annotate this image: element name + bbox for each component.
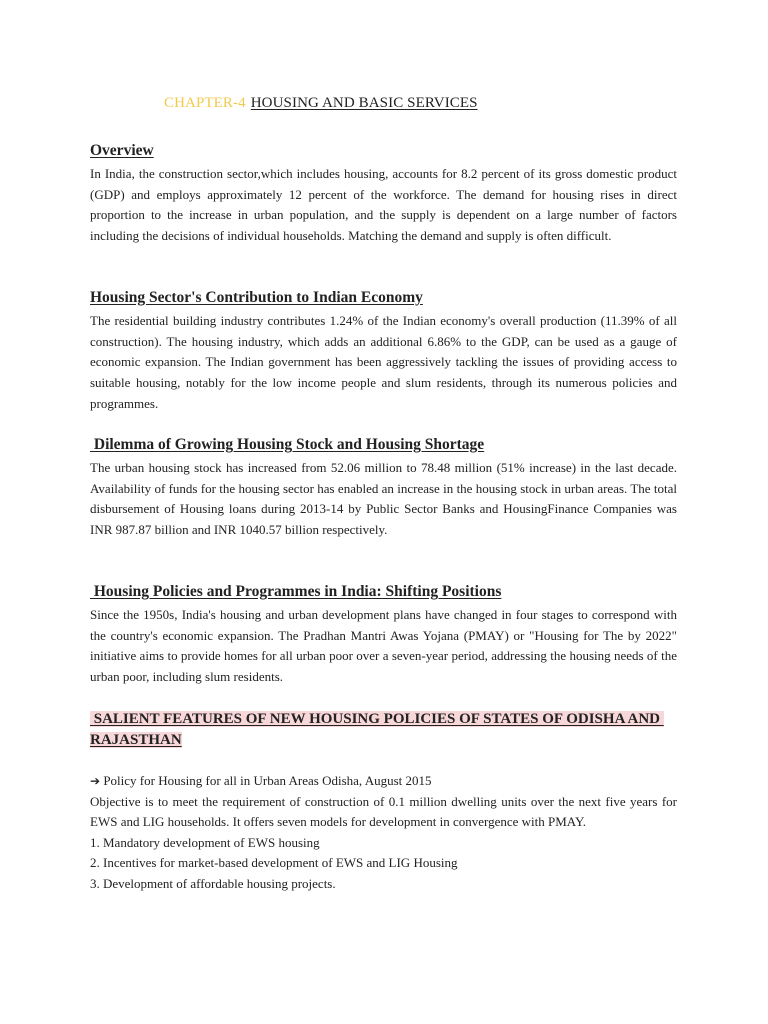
chapter-title xyxy=(164,95,478,112)
salient-heading xyxy=(90,709,677,751)
dilemma-section xyxy=(90,436,677,541)
odisha-policy-title: Policy for Housing for all in Urban Areas Odisha, August 2015 xyxy=(100,773,432,788)
overview-heading: Overview xyxy=(90,142,154,159)
chapter-label: CHAPTER-4 xyxy=(164,95,246,111)
salient-section xyxy=(90,709,677,751)
odisha-section xyxy=(90,771,677,894)
overview-section xyxy=(90,142,677,247)
dilemma-heading: Dilemma of Growing Housing Stock and Housing Shortage xyxy=(90,436,485,453)
list-item: 3. Development of affordable housing projects. xyxy=(90,875,336,891)
list-item: 1. Mandatory development of EWS housing xyxy=(90,834,320,850)
policies-paragraph: Since the 1950s, India's housing and urban development plans have changed in four stages to correspond with the country's economic expansion. The Pradhan Mantri Awas Yojana (PMAY) or "Housing for The by 2022" initiative aims to provide homes for all urban poor over a seven-year period, addressing the housing needs of the urban poor, including slum residents. xyxy=(90,607,677,685)
salient-heading-text: SALIENT FEATURES OF NEW HOUSING POLICIES OF STATES OF ODISHA AND RAJASTHAN xyxy=(90,711,664,748)
dilemma-paragraph: The urban housing stock has increased from 52.06 million to 78.48 million (51% increase) in the last decade. Availability of funds for the housing sector has enabled an increase in the housing stock in urban areas. The total disbursement of Housing loans during 2013-14 by Public Sector Banks and HousingFinance Companies was INR 987.87 billion and INR 1040.57 billion respectively. xyxy=(90,460,677,538)
policies-section xyxy=(90,583,677,688)
chapter-name: HOUSING AND BASIC SERVICES xyxy=(250,95,478,111)
odisha-objective: Objective is to meet the requirement of construction of 0.1 million dwelling units over the next five years for EWS and LIG households. It offers seven models for development in convergence with PMAY. xyxy=(90,793,677,830)
contribution-paragraph: The residential building industry contributes 1.24% of the Indian economy's overall production (11.39% of all construction). The housing industry, which adds an additional 6.86% to the GDP, can be used as a gauge of economic expansion. The Indian government has been aggressively tackling the issues of providing access to suitable housing, notably for the low income people and slum residents, through its numerous policies and programmes. xyxy=(90,313,677,411)
contribution-heading: Housing Sector's Contribution to Indian Economy xyxy=(90,289,423,306)
right-arrow-icon: ➔ xyxy=(90,774,101,788)
overview-paragraph: In India, the construction sector,which includes housing, accounts for 8.2 percent of its gross domestic product (GDP) and employs approximately 12 percent of the workforce. The demand for housing rises in direct proportion to the increase in urban population, and the supply is dependent on a large number of factors including the decisions of individual households. Matching the demand and supply is often difficult. xyxy=(90,166,677,244)
contribution-section xyxy=(90,289,677,415)
policies-heading: Housing Policies and Programmes in India: Shifting Positions xyxy=(90,583,502,600)
list-item: 2. Incentives for market-based development of EWS and LIG Housing xyxy=(90,855,458,871)
odisha-policy-line xyxy=(90,771,677,792)
